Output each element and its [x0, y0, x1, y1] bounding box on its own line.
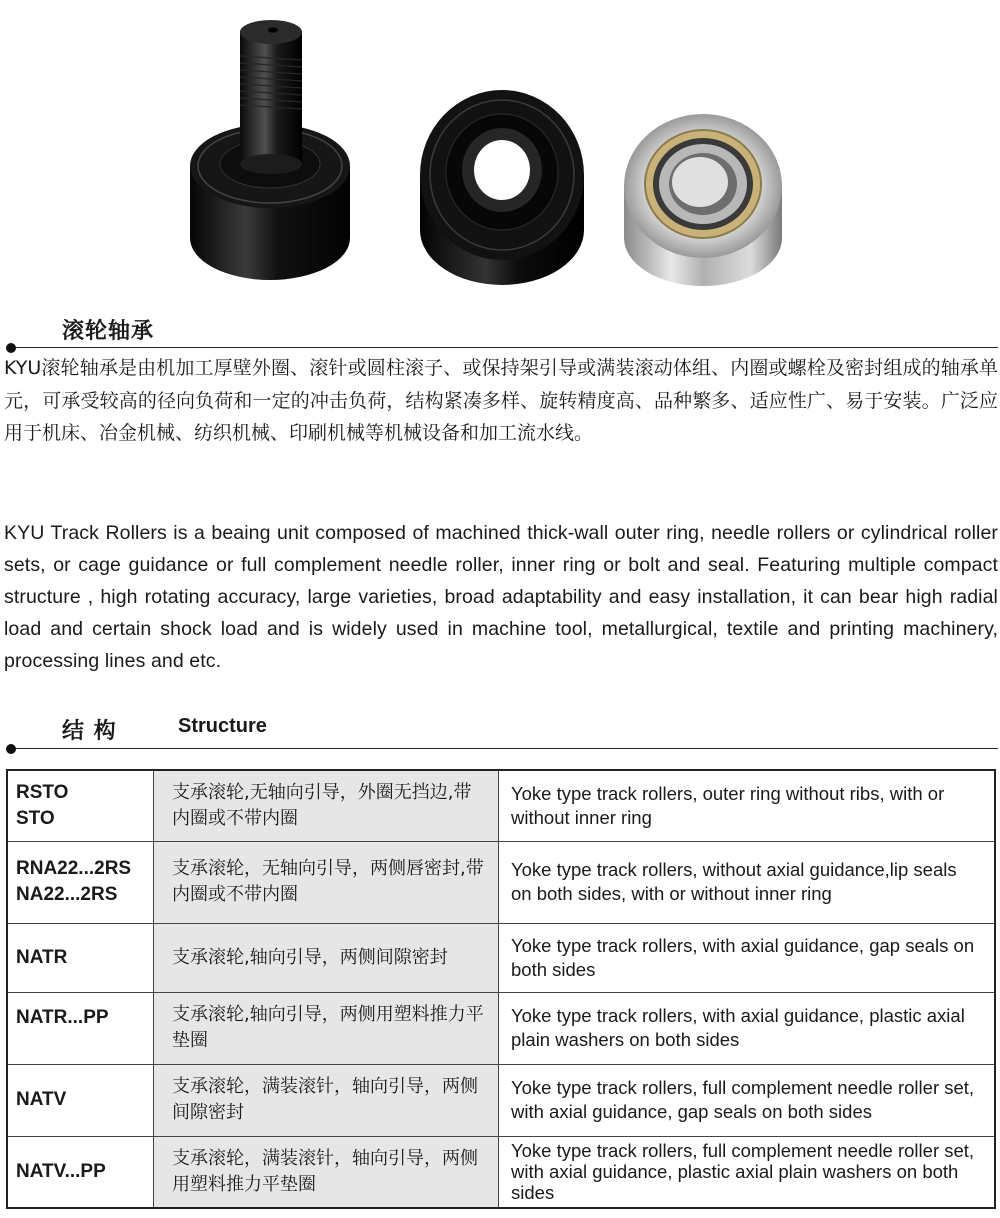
description-en-cell: Yoke type track rollers, with axial guidance, gap seals on both sides	[499, 923, 996, 992]
model-code-cell	[7, 992, 154, 1064]
description-en-cell: Yoke type track rollers, outer ring without ribs, with or without inner ring	[499, 770, 996, 841]
table-row	[7, 923, 995, 992]
product-photos	[0, 0, 1000, 300]
section-title: 滚轮轴承	[62, 319, 155, 344]
black-yoke-track-roller-image	[412, 80, 592, 290]
model-code: NATV...PP	[16, 1160, 106, 1182]
model-code-cell	[7, 1064, 154, 1136]
model-code: STO	[16, 807, 55, 829]
table-row	[7, 841, 995, 923]
model-code: RSTO	[16, 781, 69, 803]
structure-table	[6, 769, 996, 1209]
bullet-dot	[6, 744, 16, 754]
table-row	[7, 1064, 995, 1136]
model-code: NATV	[16, 1089, 67, 1110]
description-cn-cell: 支承滚轮，无轴向引导，两侧唇密封,带内圈或不带内圈	[154, 841, 499, 923]
description-chinese: KYU滚轮轴承是由机加工厚壁外圈、滚针或圆柱滚子、或保持架引导或满装滚动体组、内圈或螺栓及密封组成的轴承单元，可承受较高的径向负荷和一定的冲击负荷，结构紧凑多样、旋转精度高、品种繁多、适应性广、易于安装。广泛应用于机床、冶金机械、纺织机械、印刷机械等机械设备和加工流水线。	[4, 357, 998, 444]
table-row	[7, 1136, 995, 1208]
model-code-cell	[7, 1136, 154, 1208]
model-code-cell	[7, 770, 154, 841]
model-code: NA22...2RS	[16, 884, 118, 905]
section-title-en: Structure	[178, 715, 267, 737]
description-en-cell: Yoke type track rollers, with axial guidance, plastic axial plain washers on both sides	[499, 992, 996, 1064]
model-code: NATR	[16, 946, 68, 968]
table-row	[7, 992, 995, 1064]
section-title-cn: 结 构	[62, 719, 117, 744]
description-cn-cell: 支承滚轮,无轴向引导，外圈无挡边,带内圈或不带内圈	[154, 770, 499, 841]
section-divider	[14, 748, 998, 749]
description-cn-cell: 支承滚轮,轴向引导，两侧用塑料推力平垫圈	[154, 992, 499, 1064]
description-en-cell: Yoke type track rollers, full complement needle roller set, with axial guidance, plastic axial plain washers on both sides	[499, 1136, 996, 1208]
description-cn-cell: 支承滚轮，满装滚针，轴向引导，两侧用塑料推力平垫圈	[154, 1136, 499, 1208]
model-code: NATR...PP	[16, 1006, 109, 1028]
description-english: KYU Track Rollers is a beaing unit composed of machined thick-wall outer ring, needle rollers or cylindrical roller sets, or cage guidance or full complement needle roller, inner ring or bolt and seal. Featuring multiple compact structure , high rotating accuracy, large varieties, broad adaptability and easy installation, it can bear high radial load and certain shock load and is widely used in machine tool, metallurgical, textile and printing machinery, processing lines and etc.	[4, 522, 998, 672]
description-en-cell: Yoke type track rollers, full complement needle roller set, with axial guidance, gap seals on both sides	[499, 1064, 996, 1136]
model-code: RNA22...2RS	[16, 858, 132, 879]
model-code-cell	[7, 841, 154, 923]
description-cn-cell: 支承滚轮，满装滚针，轴向引导，两侧间隙密封	[154, 1064, 499, 1136]
description-cn-cell: 支承滚轮,轴向引导，两侧间隙密封	[154, 923, 499, 992]
section-divider	[14, 347, 998, 348]
model-code-cell	[7, 923, 154, 992]
description-en-cell: Yoke type track rollers, without axial guidance,lip seals on both sides, with or without inner ring	[499, 841, 996, 923]
steel-yoke-track-roller-image	[618, 108, 788, 293]
stud-type-track-roller-image	[180, 8, 360, 288]
section-header-track-rollers	[0, 306, 1000, 356]
section-header-structure	[0, 710, 1000, 760]
table-row	[7, 770, 995, 841]
